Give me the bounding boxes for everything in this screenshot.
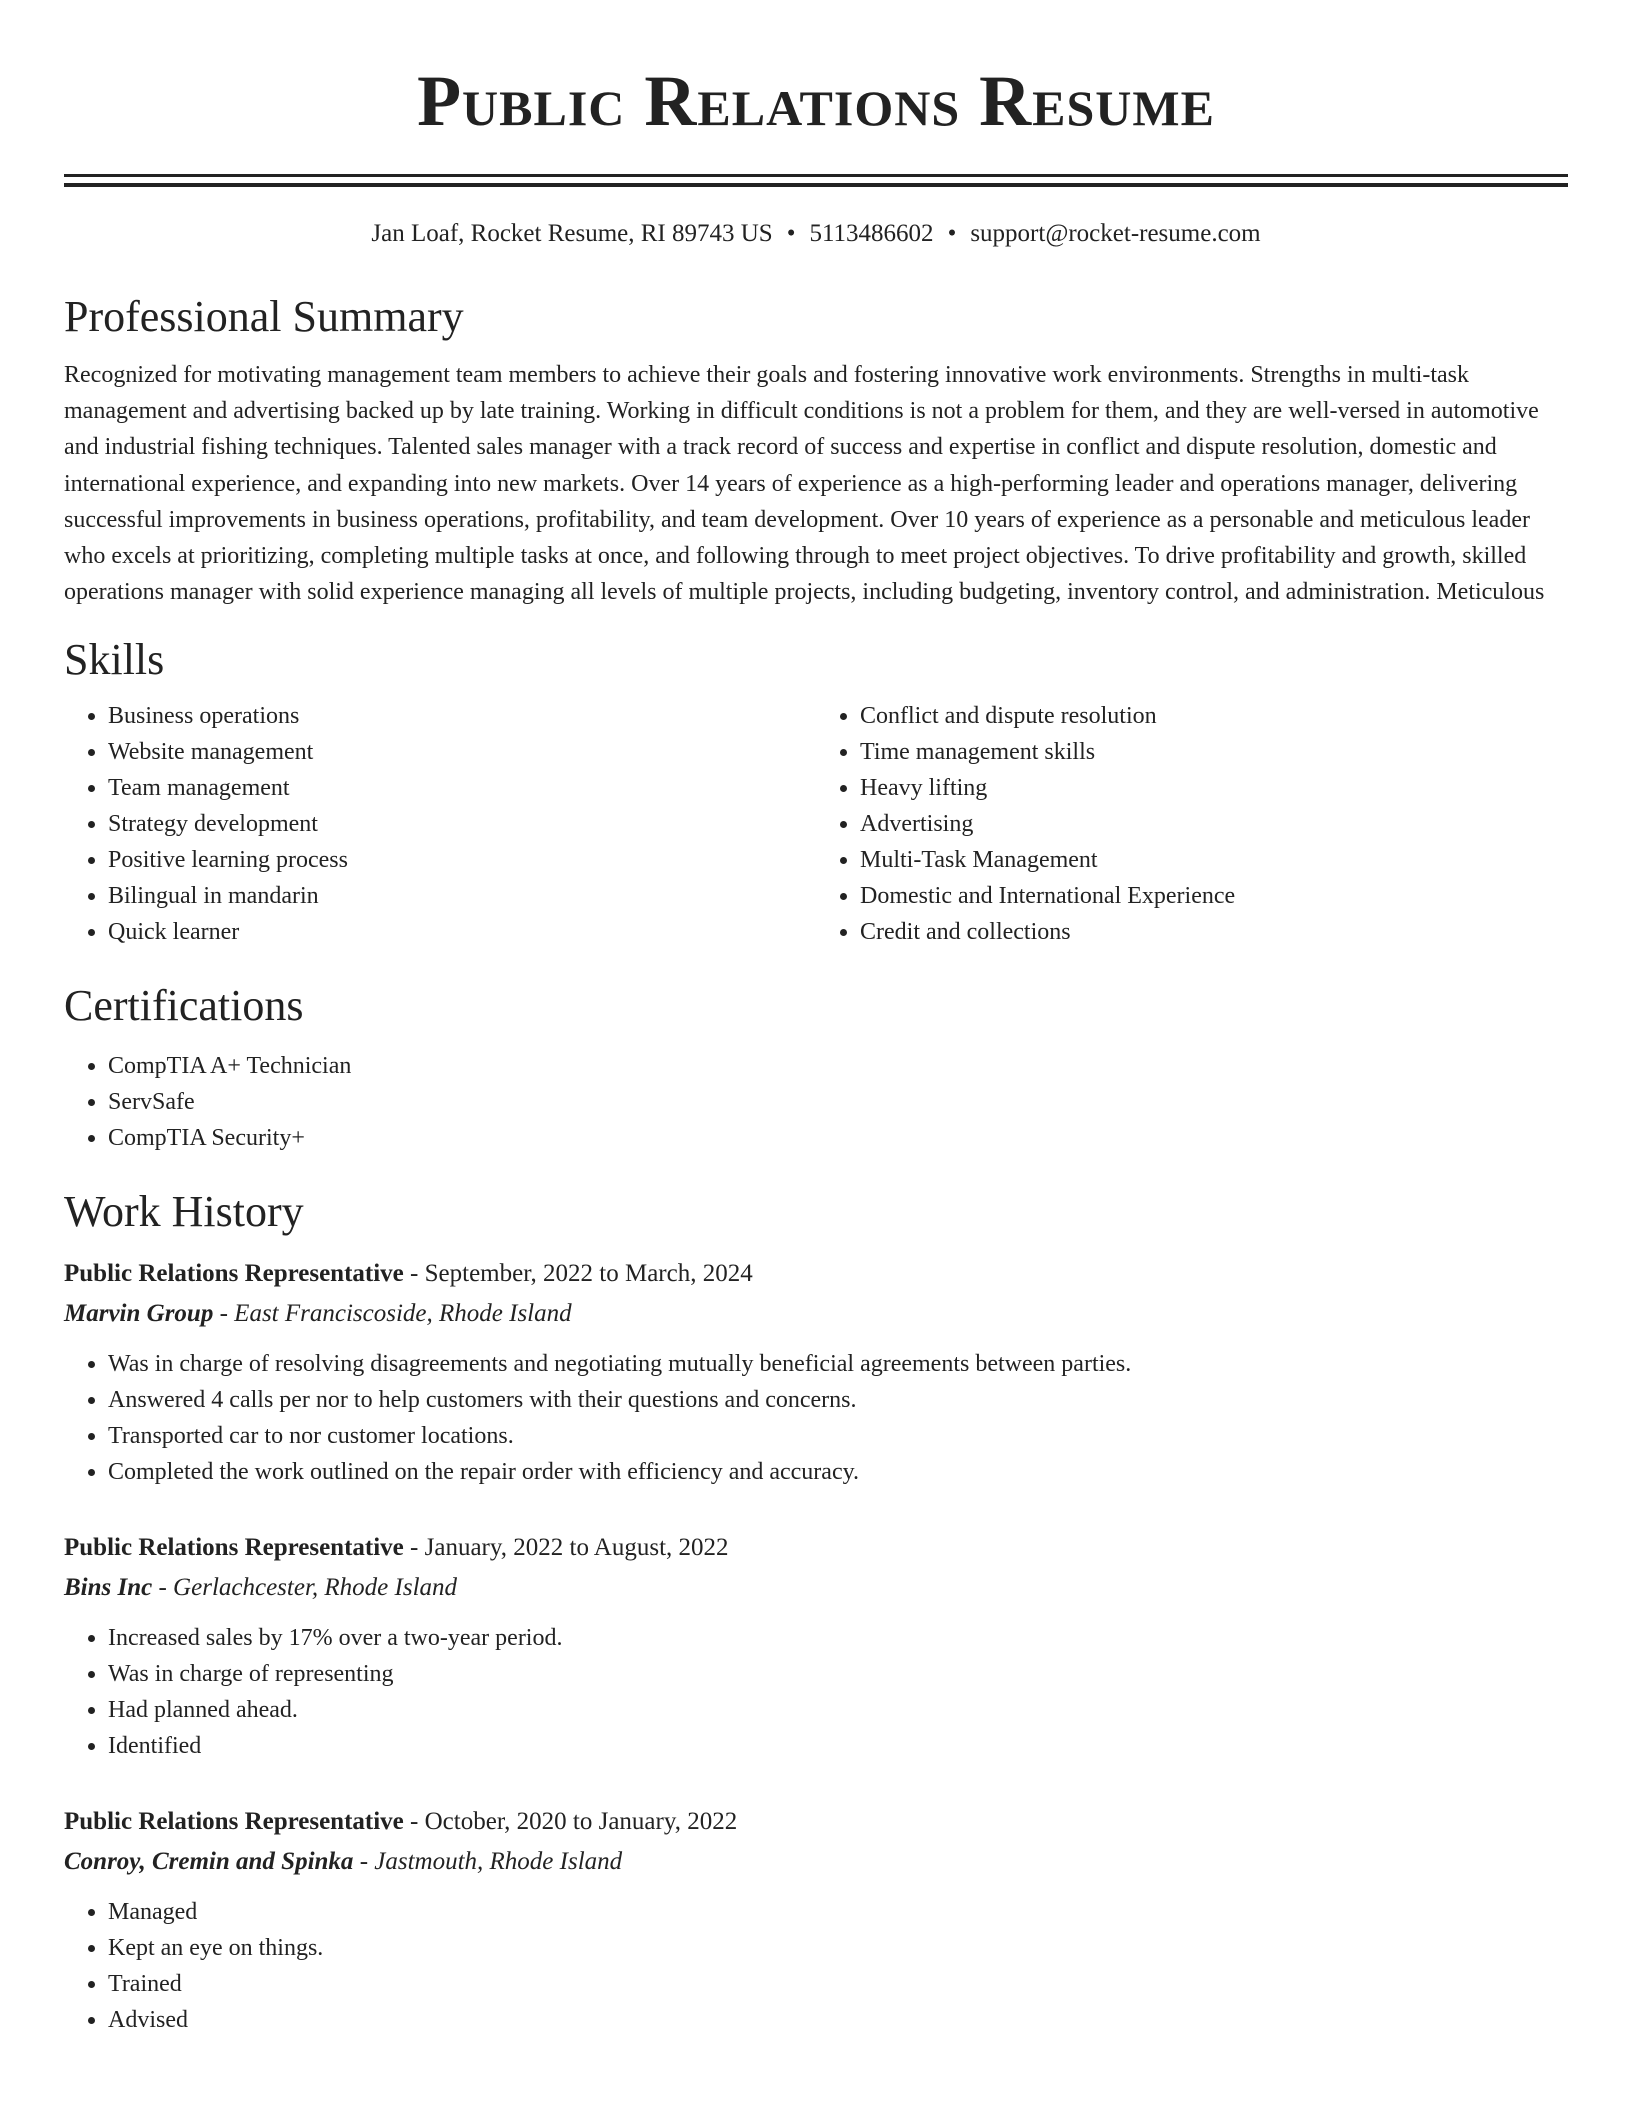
skill-item: • Conflict and dispute resolution <box>860 698 1568 734</box>
job-role: Public Relations Representative <box>64 1260 404 1288</box>
summary-heading: Professional Summary <box>64 292 464 341</box>
job-company: Conroy, Cremin and Spinka <box>64 1848 354 1876</box>
job-bullet: • Increased sales by 17% over a two-year period. <box>108 1620 1568 1656</box>
skill-item: • Strategy development <box>108 806 816 842</box>
skill-item: • Bilingual in mandarin <box>108 878 816 914</box>
job-dates: - January, 2022 to August, 2022 <box>403 1534 729 1562</box>
job-title-line <box>64 1254 1568 1294</box>
job-bullet: • Managed <box>108 1894 1568 1930</box>
contact-address: Jan Loaf, Rocket Resume, RI 89743 US <box>371 220 773 247</box>
contact-email: support@rocket-resume.com <box>970 220 1261 247</box>
job-company: Bins Inc <box>64 1574 153 1602</box>
job-bullet: • Kept an eye on things. <box>108 1930 1568 1966</box>
contact-separator: • <box>786 220 796 247</box>
skill-item: • Website management <box>108 734 816 770</box>
job-location: - Jastmouth, Rhode Island <box>353 1848 623 1876</box>
job-dates: - September, 2022 to March, 2024 <box>403 1260 753 1288</box>
job-bullets <box>64 1894 1568 2038</box>
job-location: - East Franciscoside, Rhode Island <box>213 1300 572 1328</box>
certification-item: • CompTIA A+ Technician <box>108 1048 1568 1084</box>
job-bullet: • Advised <box>108 2002 1568 2038</box>
job-dates: - October, 2020 to January, 2022 <box>403 1808 738 1836</box>
job-title-line <box>64 1802 1568 1842</box>
job-title-line <box>64 1528 1568 1568</box>
job-company-line <box>64 1842 1568 1882</box>
job-bullet: • Was in charge of representing <box>108 1656 1568 1692</box>
skill-item: • Quick learner <box>108 914 816 950</box>
skills-list-left <box>64 698 816 950</box>
skills-section <box>64 632 1568 950</box>
summary-text: Recognized for motivating management team members to achieve their goals and fostering innovative work environments. Strengths in multi-task management and advertising backed up by late training. Working in difficult conditions is not a problem for them, and they are well-versed in automotive and industrial fishing techniques. Talented sales manager with a track record of success and expertise in conflict and dispute resolution, domestic and international experience, and expanding into new markets. Over 14 years of experience as a high-performing leader and operations manager, delivering successful improvements in business operations, profitability, and team development. Over 10 years of experience as a personable and meticulous leader who excels at prioritizing, completing multiple tasks at once, and following through to meet project objectives. To drive profitability and growth, skilled operations manager with solid experience managing all levels of multiple projects, including budgeting, inventory control, and administration. Meticulous <box>64 362 1545 606</box>
job-role: Public Relations Representative <box>64 1808 404 1836</box>
job-entry <box>64 1254 1568 1490</box>
job-bullet: • Completed the work outlined on the repair order with efficiency and accuracy. <box>108 1454 1568 1490</box>
title-divider-bottom <box>64 183 1568 187</box>
contact-separator: • <box>947 220 957 247</box>
contact-line <box>64 217 1568 251</box>
job-company-line <box>64 1294 1568 1334</box>
job-bullet: • Was in charge of resolving disagreements and negotiating mutually beneficial agreements between parties. <box>108 1346 1568 1382</box>
summary-section <box>64 289 1568 610</box>
skill-item: • Heavy lifting <box>860 770 1568 806</box>
work-history-section <box>64 1184 1568 2038</box>
job-role: Public Relations Representative <box>64 1534 404 1562</box>
job-bullet: • Trained <box>108 1966 1568 2002</box>
job-company-line <box>64 1568 1568 1608</box>
job-company: Marvin Group <box>64 1300 214 1328</box>
skill-item: • Advertising <box>860 806 1568 842</box>
certification-item: • CompTIA Security+ <box>108 1120 1568 1156</box>
job-location: - Gerlachcester, Rhode Island <box>152 1574 458 1602</box>
job-entry <box>64 1802 1568 2038</box>
title-divider-top <box>64 174 1568 177</box>
job-bullets <box>64 1620 1568 1764</box>
resume-title: Public Relations Resume <box>417 61 1215 141</box>
job-entry <box>64 1528 1568 1764</box>
skill-item: • Domestic and International Experience <box>860 878 1568 914</box>
work-history-heading: Work History <box>64 1187 304 1237</box>
skills-columns <box>64 698 1568 950</box>
certification-item: • ServSafe <box>108 1084 1568 1120</box>
skill-item: • Business operations <box>108 698 816 734</box>
skill-item: • Multi-Task Management <box>860 842 1568 878</box>
job-bullets <box>64 1346 1568 1490</box>
contact-phone: 5113486602 <box>809 220 934 247</box>
skill-item: • Team management <box>108 770 816 806</box>
skills-list-right <box>816 698 1568 950</box>
certifications-heading: Certifications <box>64 981 304 1031</box>
skill-item: • Time management skills <box>860 734 1568 770</box>
job-bullet: • Transported car to nor customer locations. <box>108 1418 1568 1454</box>
skills-heading: Skills <box>64 635 165 685</box>
job-bullet: • Had planned ahead. <box>108 1692 1568 1728</box>
job-bullet: • Identified <box>108 1728 1568 1764</box>
job-bullet: • Answered 4 calls per nor to help customers with their questions and concerns. <box>108 1382 1568 1418</box>
certifications-section <box>64 978 1568 1156</box>
skill-item: • Positive learning process <box>108 842 816 878</box>
certifications-list <box>64 1048 1568 1156</box>
skill-item: • Credit and collections <box>860 914 1568 950</box>
